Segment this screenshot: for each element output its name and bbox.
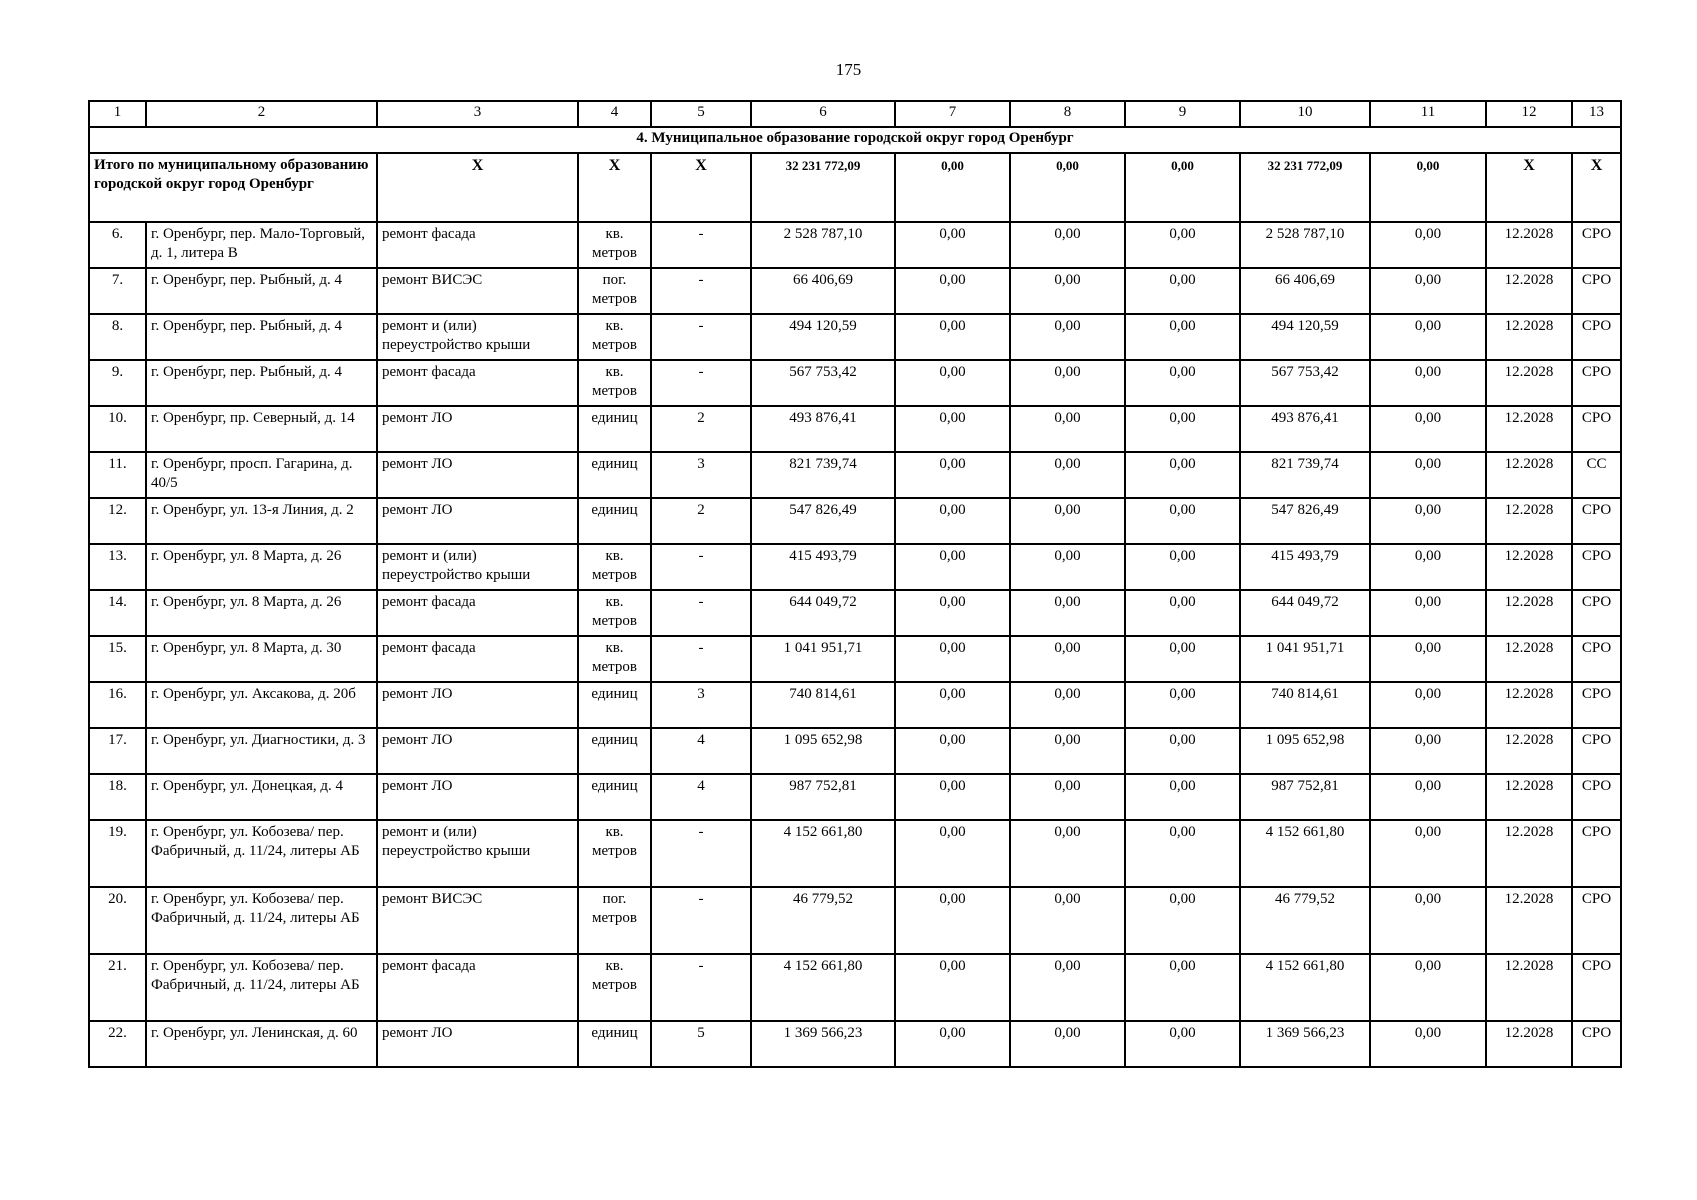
completion-date-cell: 12.2028 xyxy=(1486,636,1572,682)
total-cost-cell: 4 152 661,80 xyxy=(751,820,895,887)
quantity-cell: - xyxy=(651,544,751,590)
column-number: 4 xyxy=(578,101,651,127)
unit-cell: кв. метров xyxy=(578,222,651,268)
funding-method-cell: СРО xyxy=(1572,887,1621,954)
table-row xyxy=(89,1021,1621,1067)
fund-cell: 0,00 xyxy=(1010,682,1125,728)
total-cost-cell: 644 049,72 xyxy=(751,590,895,636)
total-cell: 32 231 772,09 xyxy=(751,153,895,222)
row-number: 7. xyxy=(89,268,146,314)
funding-method-cell: СРО xyxy=(1572,954,1621,1021)
quantity-cell: - xyxy=(651,954,751,1021)
owner-funds-cell: 4 152 661,80 xyxy=(1240,954,1370,1021)
completion-date-cell: 12.2028 xyxy=(1486,682,1572,728)
address-cell: г. Оренбург, ул. 13-я Линия, д. 2 xyxy=(146,498,377,544)
row-number: 13. xyxy=(89,544,146,590)
page-number: 175 xyxy=(835,60,862,79)
quantity-cell: - xyxy=(651,268,751,314)
table-row xyxy=(89,544,1621,590)
owner-funds-cell: 644 049,72 xyxy=(1240,590,1370,636)
work-type-cell: ремонт фасада xyxy=(377,222,578,268)
fund-cell: 0,00 xyxy=(1010,544,1125,590)
unit-cell: единиц xyxy=(578,682,651,728)
fund-cell: 0,00 xyxy=(895,682,1010,728)
fund-cell: 0,00 xyxy=(1125,774,1240,820)
total-cost-cell: 740 814,61 xyxy=(751,682,895,728)
owner-funds-cell: 740 814,61 xyxy=(1240,682,1370,728)
fund-cell: 0,00 xyxy=(1010,820,1125,887)
row-number: 21. xyxy=(89,954,146,1021)
quantity-cell: - xyxy=(651,820,751,887)
fund-cell: 0,00 xyxy=(1125,452,1240,498)
fund-cell: 0,00 xyxy=(895,360,1010,406)
owner-funds-cell: 547 826,49 xyxy=(1240,498,1370,544)
completion-date-cell: 12.2028 xyxy=(1486,1021,1572,1067)
row-number: 22. xyxy=(89,1021,146,1067)
fund-cell: 0,00 xyxy=(1010,314,1125,360)
fund-cell: 0,00 xyxy=(895,222,1010,268)
total-cost-cell: 1 369 566,23 xyxy=(751,1021,895,1067)
repair-plan-table xyxy=(88,100,1622,1068)
owner-funds-cell: 1 369 566,23 xyxy=(1240,1021,1370,1067)
work-type-cell: ремонт ЛО xyxy=(377,682,578,728)
row-number: 12. xyxy=(89,498,146,544)
section-row xyxy=(89,127,1621,153)
quantity-cell: 5 xyxy=(651,1021,751,1067)
address-cell: г. Оренбург, ул. Диагностики, д. 3 xyxy=(146,728,377,774)
fund-cell: 0,00 xyxy=(1125,887,1240,954)
quantity-cell: 2 xyxy=(651,406,751,452)
row-number: 18. xyxy=(89,774,146,820)
completion-date-cell: 12.2028 xyxy=(1486,728,1572,774)
fund-cell: 0,00 xyxy=(1010,452,1125,498)
completion-date-cell: 12.2028 xyxy=(1486,406,1572,452)
column-number: 5 xyxy=(651,101,751,127)
total-cell: 32 231 772,09 xyxy=(1240,153,1370,222)
funding-method-cell: СРО xyxy=(1572,728,1621,774)
total-cell: 0,00 xyxy=(1010,153,1125,222)
address-cell: г. Оренбург, просп. Гагарина, д. 40/5 xyxy=(146,452,377,498)
owner-funds-cell: 987 752,81 xyxy=(1240,774,1370,820)
address-cell: г. Оренбург, ул. Ленинская, д. 60 xyxy=(146,1021,377,1067)
quantity-cell: - xyxy=(651,590,751,636)
fund-cell: 0,00 xyxy=(1125,682,1240,728)
completion-date-cell: 12.2028 xyxy=(1486,314,1572,360)
owner-funds-cell: 1 095 652,98 xyxy=(1240,728,1370,774)
total-cost-cell: 494 120,59 xyxy=(751,314,895,360)
fund-cell: 0,00 xyxy=(1010,774,1125,820)
work-type-cell: ремонт ЛО xyxy=(377,1021,578,1067)
fund-cell: 0,00 xyxy=(1125,360,1240,406)
fund-cell: 0,00 xyxy=(895,774,1010,820)
address-cell: г. Оренбург, пер. Рыбный, д. 4 xyxy=(146,360,377,406)
unit-cell: кв. метров xyxy=(578,954,651,1021)
fund-cell: 0,00 xyxy=(1125,314,1240,360)
address-cell: г. Оренбург, ул. Кобозева/ пер. Фабричный, д. 11/24, литеры АБ xyxy=(146,820,377,887)
fund-cell: 0,00 xyxy=(1370,682,1486,728)
funding-method-cell: СРО xyxy=(1572,222,1621,268)
work-type-cell: ремонт фасада xyxy=(377,636,578,682)
fund-cell: 0,00 xyxy=(1125,498,1240,544)
total-cell: Х xyxy=(578,153,651,222)
table-row xyxy=(89,820,1621,887)
total-label: Итого по муниципальному образованию городской округ город Оренбург xyxy=(89,153,377,222)
fund-cell: 0,00 xyxy=(1370,498,1486,544)
fund-cell: 0,00 xyxy=(895,954,1010,1021)
quantity-cell: 2 xyxy=(651,498,751,544)
row-number: 10. xyxy=(89,406,146,452)
quantity-cell: - xyxy=(651,314,751,360)
work-type-cell: ремонт фасада xyxy=(377,954,578,1021)
fund-cell: 0,00 xyxy=(1370,406,1486,452)
unit-cell: пог. метров xyxy=(578,268,651,314)
fund-cell: 0,00 xyxy=(895,268,1010,314)
fund-cell: 0,00 xyxy=(1370,954,1486,1021)
table-row xyxy=(89,268,1621,314)
funding-method-cell: СРО xyxy=(1572,360,1621,406)
fund-cell: 0,00 xyxy=(895,590,1010,636)
row-number: 17. xyxy=(89,728,146,774)
unit-cell: единиц xyxy=(578,406,651,452)
total-cost-cell: 547 826,49 xyxy=(751,498,895,544)
work-type-cell: ремонт ЛО xyxy=(377,406,578,452)
table-row xyxy=(89,406,1621,452)
column-number: 7 xyxy=(895,101,1010,127)
fund-cell: 0,00 xyxy=(895,314,1010,360)
row-number: 19. xyxy=(89,820,146,887)
work-type-cell: ремонт фасада xyxy=(377,590,578,636)
funding-method-cell: СРО xyxy=(1572,544,1621,590)
quantity-cell: - xyxy=(651,360,751,406)
column-number: 12 xyxy=(1486,101,1572,127)
address-cell: г. Оренбург, пр. Северный, д. 14 xyxy=(146,406,377,452)
fund-cell: 0,00 xyxy=(1125,728,1240,774)
quantity-cell: 3 xyxy=(651,682,751,728)
unit-cell: кв. метров xyxy=(578,820,651,887)
work-type-cell: ремонт фасада xyxy=(377,360,578,406)
completion-date-cell: 12.2028 xyxy=(1486,360,1572,406)
fund-cell: 0,00 xyxy=(1010,590,1125,636)
total-cell: Х xyxy=(1486,153,1572,222)
fund-cell: 0,00 xyxy=(1125,820,1240,887)
fund-cell: 0,00 xyxy=(1010,268,1125,314)
fund-cell: 0,00 xyxy=(1370,314,1486,360)
column-number: 2 xyxy=(146,101,377,127)
fund-cell: 0,00 xyxy=(1370,887,1486,954)
total-cost-cell: 4 152 661,80 xyxy=(751,954,895,1021)
owner-funds-cell: 46 779,52 xyxy=(1240,887,1370,954)
fund-cell: 0,00 xyxy=(1125,954,1240,1021)
fund-cell: 0,00 xyxy=(895,498,1010,544)
address-cell: г. Оренбург, ул. 8 Марта, д. 30 xyxy=(146,636,377,682)
fund-cell: 0,00 xyxy=(1010,222,1125,268)
fund-cell: 0,00 xyxy=(1010,887,1125,954)
row-number: 9. xyxy=(89,360,146,406)
table-row xyxy=(89,590,1621,636)
fund-cell: 0,00 xyxy=(1370,636,1486,682)
fund-cell: 0,00 xyxy=(1370,452,1486,498)
work-type-cell: ремонт ВИСЭС xyxy=(377,887,578,954)
total-row xyxy=(89,153,1621,222)
row-number: 11. xyxy=(89,452,146,498)
fund-cell: 0,00 xyxy=(1125,636,1240,682)
fund-cell: 0,00 xyxy=(1125,406,1240,452)
unit-cell: пог. метров xyxy=(578,887,651,954)
fund-cell: 0,00 xyxy=(1125,544,1240,590)
table-body xyxy=(89,101,1621,1067)
fund-cell: 0,00 xyxy=(1370,820,1486,887)
fund-cell: 0,00 xyxy=(1370,774,1486,820)
address-cell: г. Оренбург, пер. Рыбный, д. 4 xyxy=(146,314,377,360)
unit-cell: кв. метров xyxy=(578,314,651,360)
fund-cell: 0,00 xyxy=(1370,360,1486,406)
fund-cell: 0,00 xyxy=(1010,728,1125,774)
total-cost-cell: 46 779,52 xyxy=(751,887,895,954)
column-number: 11 xyxy=(1370,101,1486,127)
table-row xyxy=(89,887,1621,954)
total-cell: 0,00 xyxy=(895,153,1010,222)
completion-date-cell: 12.2028 xyxy=(1486,590,1572,636)
owner-funds-cell: 4 152 661,80 xyxy=(1240,820,1370,887)
row-number: 16. xyxy=(89,682,146,728)
table-row xyxy=(89,636,1621,682)
owner-funds-cell: 1 041 951,71 xyxy=(1240,636,1370,682)
row-number: 20. xyxy=(89,887,146,954)
fund-cell: 0,00 xyxy=(1010,406,1125,452)
owner-funds-cell: 66 406,69 xyxy=(1240,268,1370,314)
unit-cell: единиц xyxy=(578,774,651,820)
owner-funds-cell: 494 120,59 xyxy=(1240,314,1370,360)
quantity-cell: 4 xyxy=(651,774,751,820)
total-cell: Х xyxy=(651,153,751,222)
unit-cell: единиц xyxy=(578,728,651,774)
address-cell: г. Оренбург, ул. Кобозева/ пер. Фабричный, д. 11/24, литеры АБ xyxy=(146,954,377,1021)
funding-method-cell: СРО xyxy=(1572,590,1621,636)
address-cell: г. Оренбург, ул. 8 Марта, д. 26 xyxy=(146,544,377,590)
row-number: 14. xyxy=(89,590,146,636)
address-cell: г. Оренбург, ул. Аксакова, д. 20б xyxy=(146,682,377,728)
work-type-cell: ремонт и (или) переустройство крыши xyxy=(377,544,578,590)
fund-cell: 0,00 xyxy=(1125,268,1240,314)
table-row xyxy=(89,452,1621,498)
unit-cell: кв. метров xyxy=(578,590,651,636)
funding-method-cell: СРО xyxy=(1572,314,1621,360)
total-cost-cell: 987 752,81 xyxy=(751,774,895,820)
table-row xyxy=(89,728,1621,774)
completion-date-cell: 12.2028 xyxy=(1486,954,1572,1021)
funding-method-cell: СРО xyxy=(1572,636,1621,682)
fund-cell: 0,00 xyxy=(895,544,1010,590)
owner-funds-cell: 567 753,42 xyxy=(1240,360,1370,406)
owner-funds-cell: 415 493,79 xyxy=(1240,544,1370,590)
table-row xyxy=(89,314,1621,360)
table-row xyxy=(89,682,1621,728)
total-cell: Х xyxy=(1572,153,1621,222)
fund-cell: 0,00 xyxy=(1370,590,1486,636)
total-cell: Х xyxy=(377,153,578,222)
fund-cell: 0,00 xyxy=(895,1021,1010,1067)
completion-date-cell: 12.2028 xyxy=(1486,498,1572,544)
funding-method-cell: СРО xyxy=(1572,406,1621,452)
fund-cell: 0,00 xyxy=(1125,1021,1240,1067)
column-number-row xyxy=(89,101,1621,127)
funding-method-cell: СС xyxy=(1572,452,1621,498)
funding-method-cell: СРО xyxy=(1572,820,1621,887)
total-cost-cell: 66 406,69 xyxy=(751,268,895,314)
column-number: 9 xyxy=(1125,101,1240,127)
work-type-cell: ремонт ЛО xyxy=(377,452,578,498)
column-number: 6 xyxy=(751,101,895,127)
unit-cell: кв. метров xyxy=(578,544,651,590)
unit-cell: единиц xyxy=(578,1021,651,1067)
funding-method-cell: СРО xyxy=(1572,774,1621,820)
row-number: 8. xyxy=(89,314,146,360)
completion-date-cell: 12.2028 xyxy=(1486,774,1572,820)
work-type-cell: ремонт ЛО xyxy=(377,774,578,820)
funding-method-cell: СРО xyxy=(1572,268,1621,314)
fund-cell: 0,00 xyxy=(1010,636,1125,682)
row-number: 15. xyxy=(89,636,146,682)
work-type-cell: ремонт ВИСЭС xyxy=(377,268,578,314)
quantity-cell: - xyxy=(651,887,751,954)
fund-cell: 0,00 xyxy=(1370,728,1486,774)
funding-method-cell: СРО xyxy=(1572,498,1621,544)
fund-cell: 0,00 xyxy=(1010,1021,1125,1067)
address-cell: г. Оренбург, ул. 8 Марта, д. 26 xyxy=(146,590,377,636)
completion-date-cell: 12.2028 xyxy=(1486,820,1572,887)
fund-cell: 0,00 xyxy=(895,406,1010,452)
work-type-cell: ремонт и (или) переустройство крыши xyxy=(377,820,578,887)
table-row xyxy=(89,954,1621,1021)
fund-cell: 0,00 xyxy=(895,636,1010,682)
address-cell: г. Оренбург, пер. Мало-Торговый, д. 1, литера В xyxy=(146,222,377,268)
address-cell: г. Оренбург, ул. Кобозева/ пер. Фабричный, д. 11/24, литеры АБ xyxy=(146,887,377,954)
quantity-cell: 3 xyxy=(651,452,751,498)
column-number: 13 xyxy=(1572,101,1621,127)
owner-funds-cell: 493 876,41 xyxy=(1240,406,1370,452)
total-cell: 0,00 xyxy=(1370,153,1486,222)
fund-cell: 0,00 xyxy=(1370,1021,1486,1067)
table-row xyxy=(89,222,1621,268)
work-type-cell: ремонт и (или) переустройство крыши xyxy=(377,314,578,360)
total-cost-cell: 567 753,42 xyxy=(751,360,895,406)
total-cost-cell: 493 876,41 xyxy=(751,406,895,452)
owner-funds-cell: 821 739,74 xyxy=(1240,452,1370,498)
fund-cell: 0,00 xyxy=(1125,222,1240,268)
funding-method-cell: СРО xyxy=(1572,1021,1621,1067)
fund-cell: 0,00 xyxy=(895,728,1010,774)
quantity-cell: - xyxy=(651,222,751,268)
completion-date-cell: 12.2028 xyxy=(1486,222,1572,268)
work-type-cell: ремонт ЛО xyxy=(377,498,578,544)
total-cell: 0,00 xyxy=(1125,153,1240,222)
work-type-cell: ремонт ЛО xyxy=(377,728,578,774)
section-title: 4. Муниципальное образование городской округ город Оренбург xyxy=(89,127,1621,153)
column-number: 10 xyxy=(1240,101,1370,127)
total-cost-cell: 1 041 951,71 xyxy=(751,636,895,682)
fund-cell: 0,00 xyxy=(1010,498,1125,544)
unit-cell: единиц xyxy=(578,498,651,544)
fund-cell: 0,00 xyxy=(1370,222,1486,268)
row-number: 6. xyxy=(89,222,146,268)
completion-date-cell: 12.2028 xyxy=(1486,268,1572,314)
fund-cell: 0,00 xyxy=(895,452,1010,498)
address-cell: г. Оренбург, пер. Рыбный, д. 4 xyxy=(146,268,377,314)
total-cost-cell: 415 493,79 xyxy=(751,544,895,590)
total-cost-cell: 821 739,74 xyxy=(751,452,895,498)
unit-cell: единиц xyxy=(578,452,651,498)
fund-cell: 0,00 xyxy=(1125,590,1240,636)
fund-cell: 0,00 xyxy=(895,820,1010,887)
funding-method-cell: СРО xyxy=(1572,682,1621,728)
table-row xyxy=(89,360,1621,406)
address-cell: г. Оренбург, ул. Донецкая, д. 4 xyxy=(146,774,377,820)
column-number: 3 xyxy=(377,101,578,127)
total-cost-cell: 1 095 652,98 xyxy=(751,728,895,774)
fund-cell: 0,00 xyxy=(1370,268,1486,314)
column-number: 8 xyxy=(1010,101,1125,127)
quantity-cell: - xyxy=(651,636,751,682)
fund-cell: 0,00 xyxy=(1370,544,1486,590)
fund-cell: 0,00 xyxy=(1010,360,1125,406)
fund-cell: 0,00 xyxy=(1010,954,1125,1021)
total-cost-cell: 2 528 787,10 xyxy=(751,222,895,268)
completion-date-cell: 12.2028 xyxy=(1486,452,1572,498)
quantity-cell: 4 xyxy=(651,728,751,774)
table-row xyxy=(89,774,1621,820)
completion-date-cell: 12.2028 xyxy=(1486,887,1572,954)
completion-date-cell: 12.2028 xyxy=(1486,544,1572,590)
unit-cell: кв. метров xyxy=(578,360,651,406)
owner-funds-cell: 2 528 787,10 xyxy=(1240,222,1370,268)
fund-cell: 0,00 xyxy=(895,887,1010,954)
unit-cell: кв. метров xyxy=(578,636,651,682)
column-number: 1 xyxy=(89,101,146,127)
table-row xyxy=(89,498,1621,544)
